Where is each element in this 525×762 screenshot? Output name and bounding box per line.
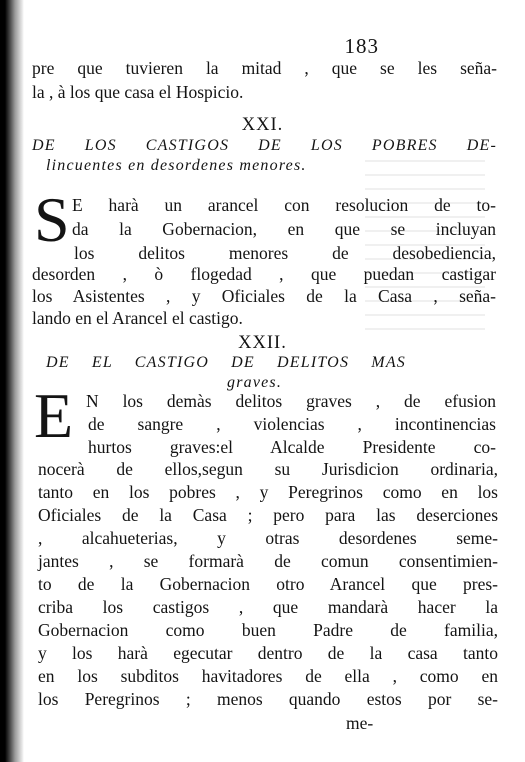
body-line: jantes , se formarà de comun consentimien- [38,551,498,571]
section-heading: DE LOS CASTIGOS DE LOS POBRES DE- [32,137,497,154]
catchword: me- [346,713,374,733]
body-line: criba los castigos , que mandarà hacer la [38,597,498,617]
body-line: , alcahueterias, y otras desordenes seme- [38,528,498,548]
body-line: to de la Gobernacion otro Arancel que pres- [38,574,498,594]
section-heading: DE EL CASTIGO DE DELITOS MAS [46,354,406,371]
body-line: en los subditos havitadores de ella , como en [38,666,498,686]
body-line: hurtos graves:el Alcalde Presidente co- [88,437,496,457]
section-heading: graves. [227,374,283,391]
body-line: Oficiales de la Casa ; pero para las deserciones [38,505,498,525]
body-line: los Peregrinos ; menos quando estos por se- [38,689,498,709]
body-line: de sangre , violencias , incontinencias [88,414,496,434]
body-line: nocerà de ellos,segun su Jurisdicion ordinaria, [38,459,498,479]
body-line: pre que tuvieren la mitad , que se les seña- [32,58,497,78]
body-line: desorden , ò flogedad , que puedan castigar [32,264,496,284]
body-line: lando en el Arancel el castigo. [32,308,243,328]
body-line: tanto en los pobres , y Peregrinos como en los [38,482,498,502]
page-number: 183 [344,34,379,58]
body-line: N los demàs delitos graves , de efusion [86,391,496,411]
body-line: los delitos menores de desobediencia, [74,243,496,263]
section-number: XXI. [241,115,284,135]
section-number: XXII. [238,333,287,353]
section-heading: lincuentes en desordenes menores. [46,157,307,174]
body-line: Gobernacion como buen Padre de familia, [38,620,498,640]
body-line: los Asistentes , y Oficiales de la Casa , seña- [32,286,496,306]
drop-cap: E [34,380,74,451]
body-line: da la Gobernacion, en que se incluyan [72,219,496,239]
body-line: y los harà egecutar dentro de la casa tanto [38,643,498,663]
drop-cap: S [34,184,70,255]
body-line: la , à los que casa el Hospicio. [32,82,244,102]
body-line: E harà un arancel con resolucion de to- [72,195,496,215]
